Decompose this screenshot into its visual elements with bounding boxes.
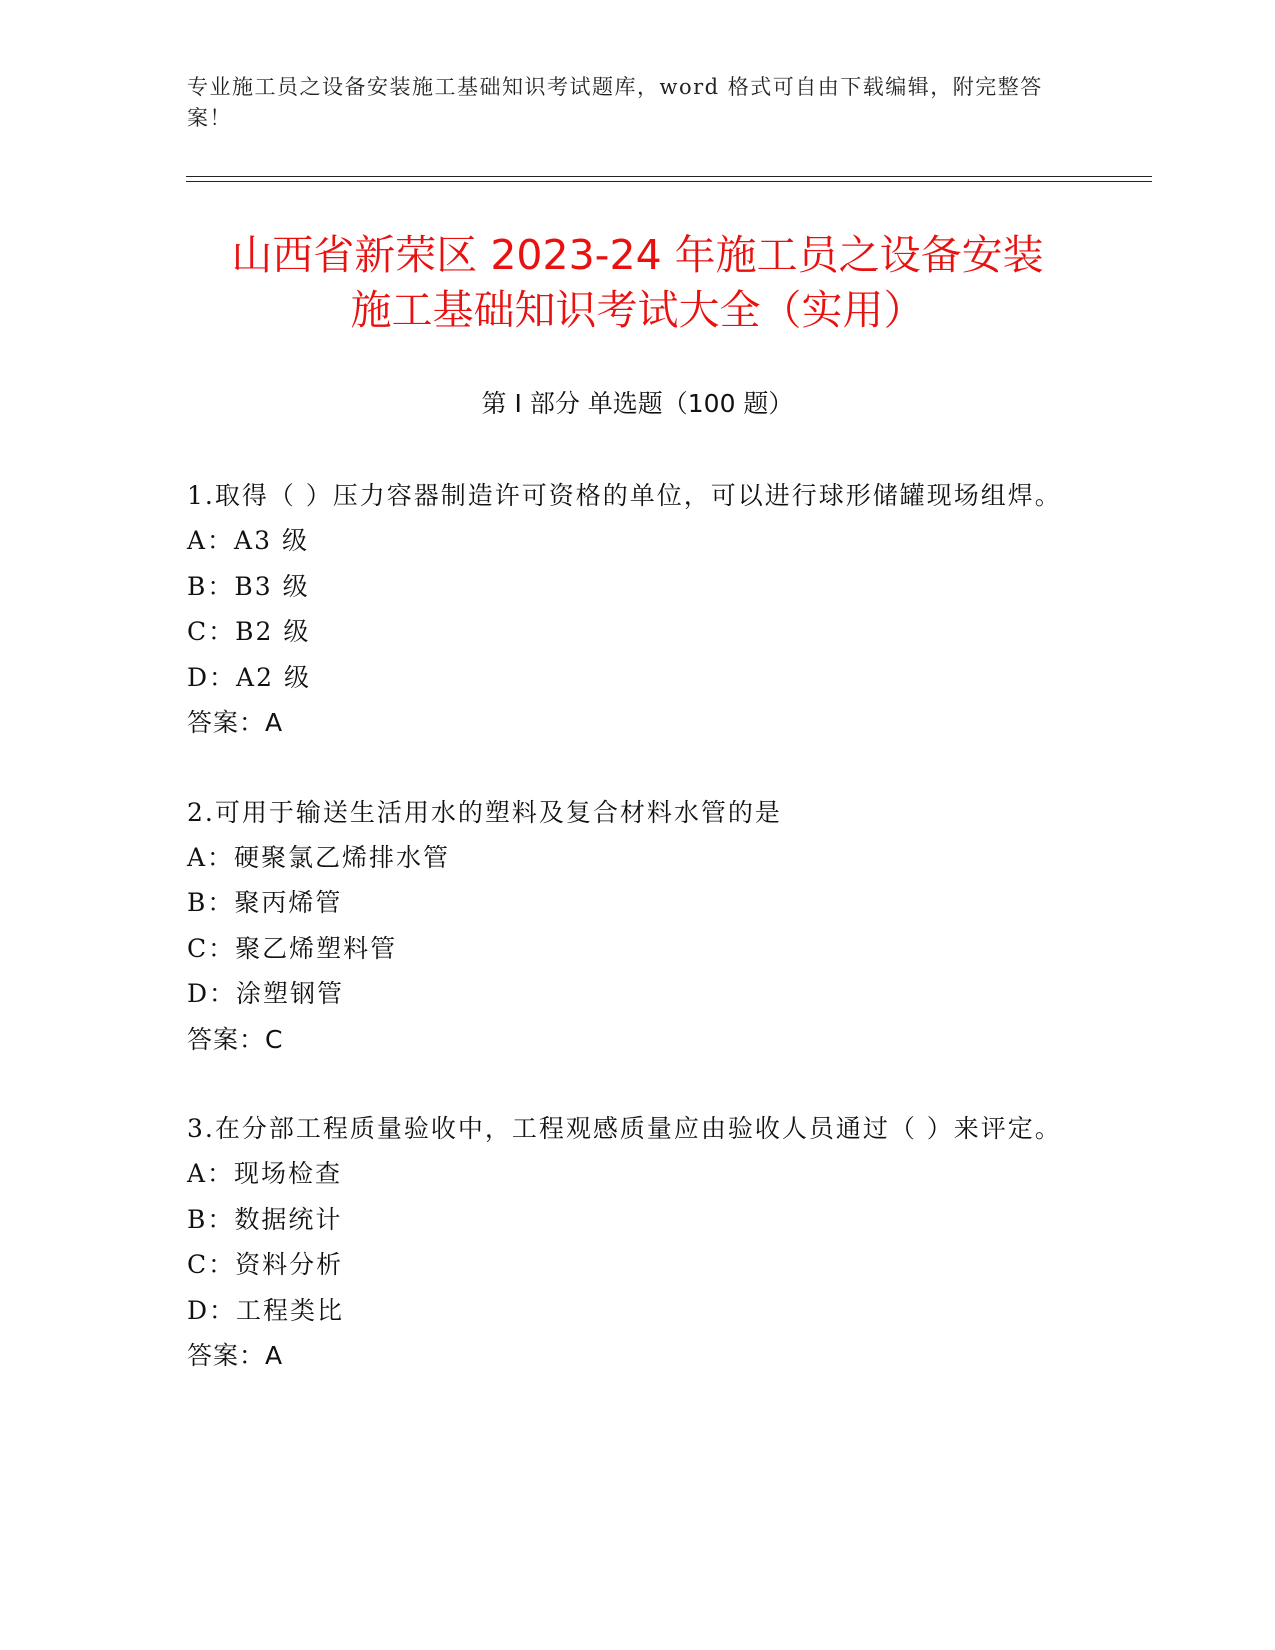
header-divider-bottom — [186, 181, 1152, 182]
question-1 — [187, 474, 1077, 746]
option-a: A：A3 级 — [187, 526, 309, 555]
question-stem: 1.取得（ ）压力容器制造许可资格的单位，可以进行球形储罐现场组焊。 — [187, 481, 1062, 510]
header-divider-top — [186, 176, 1152, 177]
header-note: 专业施工员之设备安装施工基础知识考试题库，word 格式可自由下载编辑，附完整答案！ — [187, 75, 1043, 130]
option-b: B：聚丙烯管 — [187, 888, 343, 917]
option-c: C：聚乙烯塑料管 — [187, 933, 398, 963]
section-heading: 第 I 部分 单选题（100 题） — [481, 389, 794, 418]
question-stem: 3.在分部工程质量验收中，工程观感质量应由验收人员通过（ ）来评定。 — [187, 1114, 1062, 1143]
document-title — [0, 228, 1275, 338]
option-d: D：涂塑钢管 — [187, 979, 345, 1008]
option-c: C：资料分析 — [187, 1250, 344, 1279]
title-line-1: 山西省新荣区 2023-24 年施工员之设备安装 — [231, 231, 1044, 279]
option-d: D：工程类比 — [187, 1295, 345, 1325]
option-a: A：现场检查 — [187, 1159, 343, 1188]
option-b: B：数据统计 — [187, 1204, 343, 1234]
answer: 答案：C — [187, 1024, 284, 1054]
option-c: C：B2 级 — [187, 617, 311, 646]
option-d: D：A2 级 — [187, 662, 311, 692]
question-stem: 2.可用于输送生活用水的塑料及复合材料水管的是 — [187, 797, 782, 827]
title-line-2: 施工基础知识考试大全（实用） — [350, 286, 925, 334]
question-list — [187, 474, 1077, 1424]
option-b: B：B3 级 — [187, 571, 310, 601]
answer: 答案：A — [187, 708, 284, 737]
question-3 — [187, 1107, 1077, 1379]
option-a: A：硬聚氯乙烯排水管 — [187, 842, 451, 872]
question-2 — [187, 791, 1077, 1063]
answer: 答案：A — [187, 1341, 284, 1370]
